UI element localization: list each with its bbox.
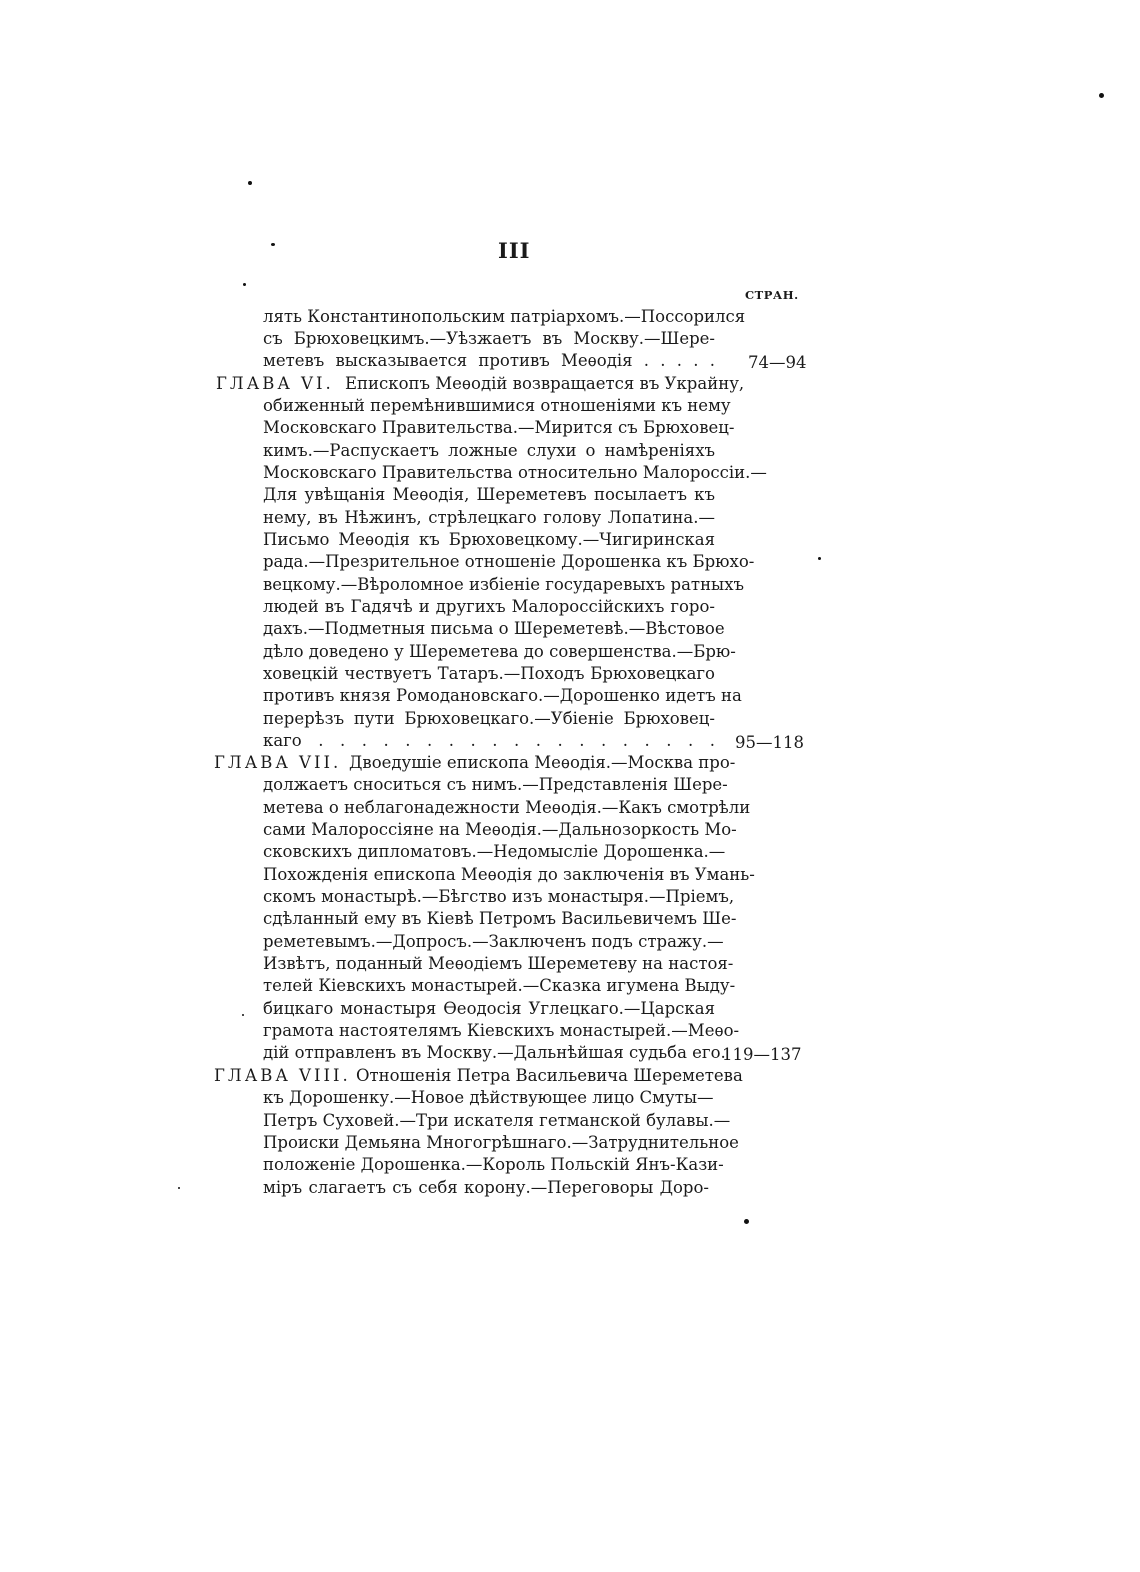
toc-line: должаетъ сноситься съ нимъ.—Представленія Шере- <box>263 775 728 794</box>
chapter-heading: ГЛАВА VII. <box>214 753 342 772</box>
toc-line: дій отправленъ въ Москву.—Дальнѣйшая судьба его. <box>263 1043 726 1062</box>
toc-line: сковскихъ дипломатовъ.—Недомысліе Дорошенка.— <box>263 842 726 861</box>
pages-column-header: СТРАН. <box>745 288 799 302</box>
toc-line: съ Брюховецкимъ.—Уѣзжаетъ въ Москву.—Шере- <box>263 329 715 348</box>
scan-speck <box>271 243 275 246</box>
toc-line: нему, въ Нѣжинъ, стрѣлецкаго голову Лопатина.— <box>263 508 715 527</box>
toc-line: каго . . . . . . . . . . . . . . . . . . . <box>263 731 715 750</box>
toc-line: Письмо Меѳодія къ Брюховецкому.—Чигиринская <box>263 530 715 549</box>
toc-line: Для увѣщанія Меѳодія, Шереметевъ посылаетъ къ <box>263 485 715 504</box>
scan-speck <box>243 283 246 286</box>
toc-line: міръ слагаетъ съ себя корону.—Переговоры Доро- <box>263 1178 709 1197</box>
toc-line: дахъ.—Подметныя письма о Шереметевѣ.—Вѣстовое <box>263 619 725 638</box>
toc-line: Отношенія Петра Васильевича Шереметева <box>356 1066 743 1085</box>
toc-line: реметевымъ.—Допросъ.—Заключенъ подъ стражу.— <box>263 932 724 951</box>
toc-line: къ Дорошенку.—Новое дѣйствующее лицо Смуты— <box>263 1088 714 1107</box>
toc-line: противъ князя Ромодановскаго.—Дорошенко идетъ на <box>263 686 742 705</box>
scan-speck <box>818 557 821 560</box>
toc-line: Происки Демьяна Многогрѣшнаго.—Затруднительное <box>263 1133 739 1152</box>
toc-line: Петръ Суховей.—Три искателя гетманской булавы.— <box>263 1111 731 1130</box>
toc-line: вецкому.—Вѣроломное избіеніе государевыхъ ратныхъ <box>263 575 744 594</box>
toc-line: Похожденія епископа Меѳодія до заключенія въ Умань- <box>263 865 755 884</box>
toc-line: рада.—Презрительное отношеніе Дорошенка къ Брюхо- <box>263 552 755 571</box>
toc-line: кимъ.—Распускаетъ ложные слухи о намѣреніяхъ <box>263 441 715 460</box>
toc-line: Московскаго Правительства.—Мирится съ Брюховец- <box>263 418 735 437</box>
chapter-heading: ГЛАВА VIII. <box>214 1066 351 1085</box>
toc-line: перерѣзъ пути Брюховецкаго.—Убіеніе Брюховец- <box>263 709 715 728</box>
page-range: 74—94 <box>748 353 807 372</box>
toc-line: скомъ монастырѣ.—Бѣгство изъ монастыря.—Пріемъ, <box>263 887 735 906</box>
scan-speck <box>248 181 252 185</box>
toc-line: телей Кіевскихъ монастырей.—Сказка игумена Выду- <box>263 976 736 995</box>
toc-line: сдѣланный ему въ Кіевѣ Петромъ Васильевичемъ Ше- <box>263 909 737 928</box>
toc-line: людей въ Гадячѣ и другихъ Малороссійскихъ горо- <box>263 597 715 616</box>
toc-line: метева о неблагонадежности Меѳодія.—Какъ смотрѣли <box>263 798 751 817</box>
scan-speck <box>242 1014 244 1016</box>
page-range: 119—137 <box>722 1045 802 1064</box>
page-number: III <box>498 238 531 263</box>
toc-line: обиженный перемѣнившимися отношеніями къ нему <box>263 396 731 415</box>
toc-line: лять Константинопольским патріархомъ.—Поссорился <box>263 307 746 326</box>
toc-line: сами Малороссіяне на Меѳодія.—Дальнозоркость Мо- <box>263 820 737 839</box>
toc-line: Двоедушіе епископа Меѳодія.—Москва про- <box>349 753 736 772</box>
toc-line: Извѣтъ, поданный Меѳодіемъ Шереметеву на настоя- <box>263 954 734 973</box>
scan-speck <box>744 1219 749 1224</box>
toc-line: дѣло доведено у Шереметева до совершенства.—Брю- <box>263 642 736 661</box>
toc-line: положеніе Дорошенка.—Король Польскій Янъ-Кази- <box>263 1155 724 1174</box>
scan-speck <box>178 1187 180 1189</box>
toc-line: метевъ высказывается противъ Меѳодія . . . . . <box>263 351 715 370</box>
page-range: 95—118 <box>735 733 804 752</box>
scan-speck <box>1099 93 1104 98</box>
toc-line: бицкаго монастыря Ѳеодосія Углецкаго.—Царская <box>263 999 715 1018</box>
toc-line: грамота настоятелямъ Кіевскихъ монастырей.—Меѳо- <box>263 1021 740 1040</box>
toc-line: ховецкій чествуетъ Татаръ.—Походъ Брюховецкаго <box>263 664 715 683</box>
toc-line: Московскаго Правительства относительно Малороссіи.— <box>263 463 767 482</box>
chapter-heading: ГЛАВА VI. <box>216 374 334 393</box>
toc-line: Епископъ Меѳодій возвращается въ Украйну, <box>345 374 745 393</box>
